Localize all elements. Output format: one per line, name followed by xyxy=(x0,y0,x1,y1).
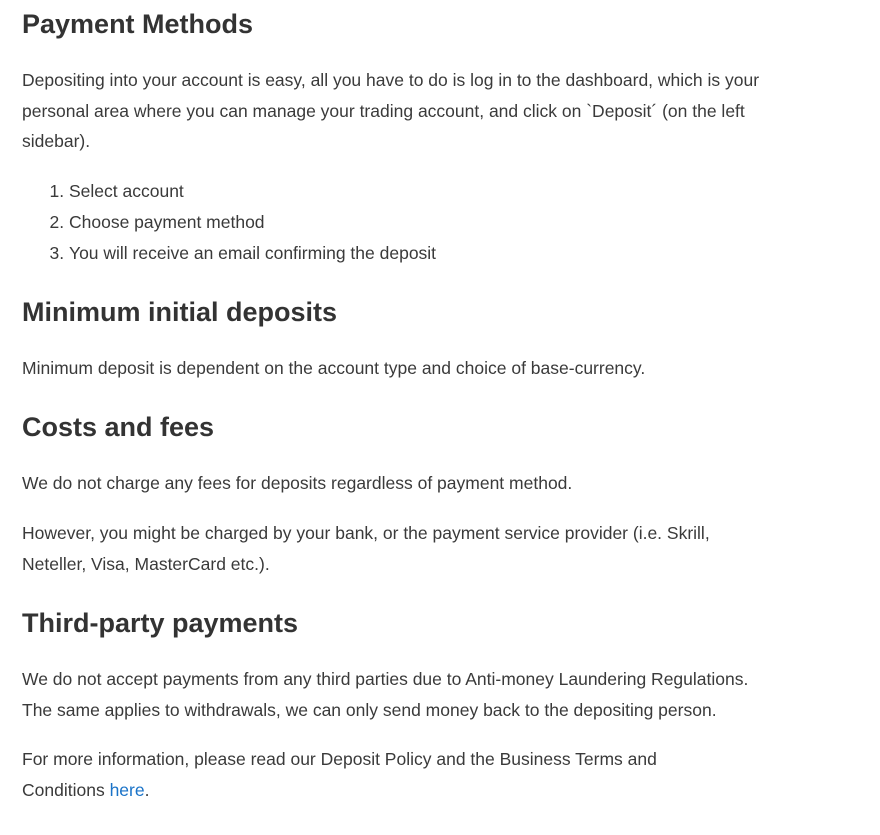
paragraph-more-information xyxy=(22,744,692,805)
more-information-text: For more information, please read our Deposit Policy and the Business Terms and Conditions xyxy=(22,749,657,800)
paragraph-no-fees: We do not charge any fees for deposits regardless of payment method. xyxy=(22,473,573,493)
paragraph-bank-charges: However, you might be charged by your bank, or the payment service provider (i.e. Skrill, Neteller, Visa, MasterCard etc.). xyxy=(22,523,710,574)
list-item: 2. Choose payment method xyxy=(69,207,436,238)
heading-costs-and-fees: Costs and fees xyxy=(22,412,215,442)
here-link[interactable]: here xyxy=(109,779,145,800)
list-item: 3. You will receive an email confirming the deposit xyxy=(69,238,436,269)
heading-minimum-initial-deposits: Minimum initial deposits xyxy=(22,297,338,327)
paragraph-depositing: Depositing into your account is easy, all you have to do is log in to the dashboard, which is your personal area where you can manage your trading account, and click on `Deposit´ (on the left sidebar). xyxy=(22,70,760,151)
paragraph-third-party: We do not accept payments from any third parties due to Anti-money Laundering Regulations. The same applies to withdrawals, we can only send money back to the depositing person. xyxy=(22,669,749,720)
deposit-steps-list xyxy=(22,176,436,269)
paragraph-minimum-deposit: Minimum deposit is dependent on the account type and choice of base-currency. xyxy=(22,358,646,378)
list-item: 1. Select account xyxy=(69,176,436,207)
more-information-trailing: . xyxy=(144,779,150,800)
heading-payment-methods: Payment Methods xyxy=(22,9,254,39)
heading-third-party-payments: Third-party payments xyxy=(22,608,299,638)
